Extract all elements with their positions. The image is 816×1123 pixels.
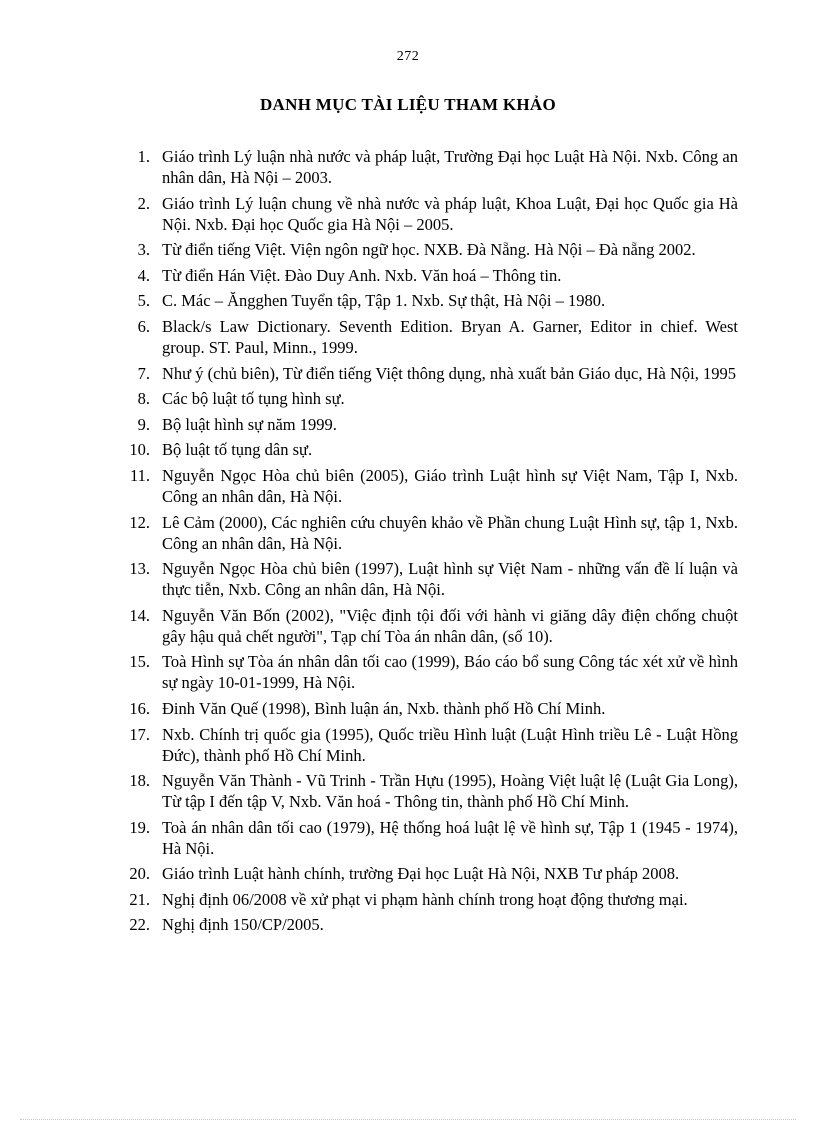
reference-number: 22. (129, 915, 150, 935)
reference-number: 16. (129, 698, 150, 718)
reference-number: 2. (137, 193, 150, 213)
reference-text: Black/s Law Dictionary. Seventh Edition. Bryan A. Garner, Editor in chief. West group. ST. Paul, Minn., 1999. (162, 316, 738, 357)
reference-number: 6. (137, 316, 150, 336)
reference-item (110, 863, 738, 884)
reference-number: 17. (129, 724, 150, 744)
reference-text: Như ý (chủ biên), Từ điển tiếng Việt thông dụng, nhà xuất bản Giáo dục, Hà Nội, 1995 (162, 363, 736, 383)
reference-item (110, 889, 738, 910)
reference-text: Nghị định 150/CP/2005. (162, 915, 324, 935)
reference-list (110, 146, 738, 940)
reference-text: Từ điển tiếng Việt. Viện ngôn ngữ học. NXB. Đà Nẵng. Hà Nội – Đà nẵng 2002. (162, 240, 696, 260)
reference-item (110, 239, 738, 260)
reference-text: Nxb. Chính trị quốc gia (1995), Quốc triều Hình luật (Luật Hình triều Lê - Luật Hồng Đức), thành phố Hồ Chí Minh. (162, 724, 738, 765)
reference-text: Toà Hình sự Tòa án nhân dân tối cao (1999), Báo cáo bổ sung Công tác xét xử về hình sự ngày 10-01-1999, Hà Nội. (162, 652, 738, 693)
reference-text: Giáo trình Lý luận nhà nước và pháp luật, Trường Đại học Luật Hà Nội. Nxb. Công an nhân dân, Hà Nội – 2003. (162, 147, 738, 187)
reference-item (110, 512, 738, 554)
reference-item (110, 193, 738, 235)
reference-item (110, 698, 738, 719)
reference-text: Giáo trình Lý luận chung về nhà nước và pháp luật, Khoa Luật, Đại học Quốc gia Hà Nội. Nxb. Đại học Quốc gia Hà Nội – 2005. (162, 193, 738, 234)
reference-number: 18. (129, 771, 150, 791)
reference-text: Lê Cảm (2000), Các nghiên cứu chuyên khảo về Phần chung Luật Hình sự, tập 1, Nxb. Công an nhân dân, Hà Nội. (162, 512, 738, 553)
reference-number: 13. (129, 559, 150, 579)
reference-text: Nghị định 06/2008 về xử phạt vi phạm hành chính trong hoạt động thương mại. (162, 889, 688, 909)
reference-item (110, 558, 738, 600)
reference-number: 5. (137, 291, 150, 311)
reference-number: 21. (129, 889, 150, 909)
reference-number: 7. (137, 363, 150, 383)
reference-item (110, 724, 738, 766)
reference-number: 9. (137, 414, 150, 434)
reference-number: 19. (129, 817, 150, 837)
reference-text: Giáo trình Luật hành chính, trường Đại học Luật Hà Nội, NXB Tư pháp 2008. (162, 864, 680, 884)
reference-text: Nguyễn Văn Bốn (2002), "Việc định tội đối với hành vi giăng dây điện chống chuột gây hậu quả chết người", Tạp chí Tòa án nhân dân, (số 10). (162, 605, 738, 646)
reference-item (110, 316, 738, 358)
reference-number: 8. (137, 389, 150, 409)
reference-item (110, 439, 738, 460)
reference-number: 10. (129, 440, 150, 460)
reference-item (110, 651, 738, 693)
reference-number: 11. (129, 465, 150, 485)
reference-item (110, 914, 738, 935)
reference-item (110, 363, 738, 384)
reference-item (110, 388, 738, 409)
reference-text: Bộ luật hình sự năm 1999. (162, 414, 337, 434)
reference-text: Toà án nhân dân tối cao (1979), Hệ thống hoá luật lệ về hình sự, Tập 1 (1945 - 1974), Hà Nội. (162, 817, 738, 858)
page-bottom-divider (20, 1119, 796, 1120)
reference-number: 3. (137, 240, 150, 260)
reference-number: 15. (129, 652, 150, 672)
reference-item (110, 605, 738, 647)
reference-text: Nguyễn Ngọc Hòa chủ biên (1997), Luật hình sự Việt Nam - những vấn đề lí luận và thực tiễn, Nxb. Công an nhân dân, Hà Nội. (162, 559, 738, 600)
page-title: DANH MỤC TÀI LIỆU THAM KHẢO (259, 95, 557, 114)
reference-item (110, 465, 738, 507)
reference-number: 14. (129, 605, 150, 625)
reference-item (110, 770, 738, 812)
reference-text: Đinh Văn Quế (1998), Bình luận án, Nxb. thành phố Hồ Chí Minh. (162, 698, 606, 718)
reference-item (110, 146, 738, 188)
reference-number: 12. (129, 512, 150, 532)
reference-number: 1. (137, 147, 150, 166)
reference-number: 4. (137, 265, 150, 285)
reference-number: 20. (129, 864, 150, 884)
reference-text: C. Mác – Ăngghen Tuyển tập, Tập 1. Nxb. Sự thật, Hà Nội – 1980. (162, 291, 606, 311)
reference-text: Từ điển Hán Việt. Đào Duy Anh. Nxb. Văn hoá – Thông tin. (162, 265, 562, 285)
reference-item (110, 817, 738, 859)
reference-text: Các bộ luật tố tụng hình sự. (162, 389, 345, 409)
reference-text: Nguyễn Văn Thành - Vũ Trinh - Trần Hựu (1995), Hoàng Việt luật lệ (Luật Gia Long), Từ tập I đến tập V, Nxb. Văn hoá - Thông tin, thành phố Hồ Chí Minh. (162, 771, 738, 812)
reference-item (110, 414, 738, 435)
reference-text: Bộ luật tố tụng dân sự. (162, 440, 313, 460)
reference-item (110, 265, 738, 286)
page-number: 272 (396, 49, 420, 64)
reference-text: Nguyễn Ngọc Hòa chủ biên (2005), Giáo trình Luật hình sự Việt Nam, Tập I, Nxb. Công an nhân dân, Hà Nội. (162, 465, 738, 506)
reference-item (110, 290, 738, 311)
